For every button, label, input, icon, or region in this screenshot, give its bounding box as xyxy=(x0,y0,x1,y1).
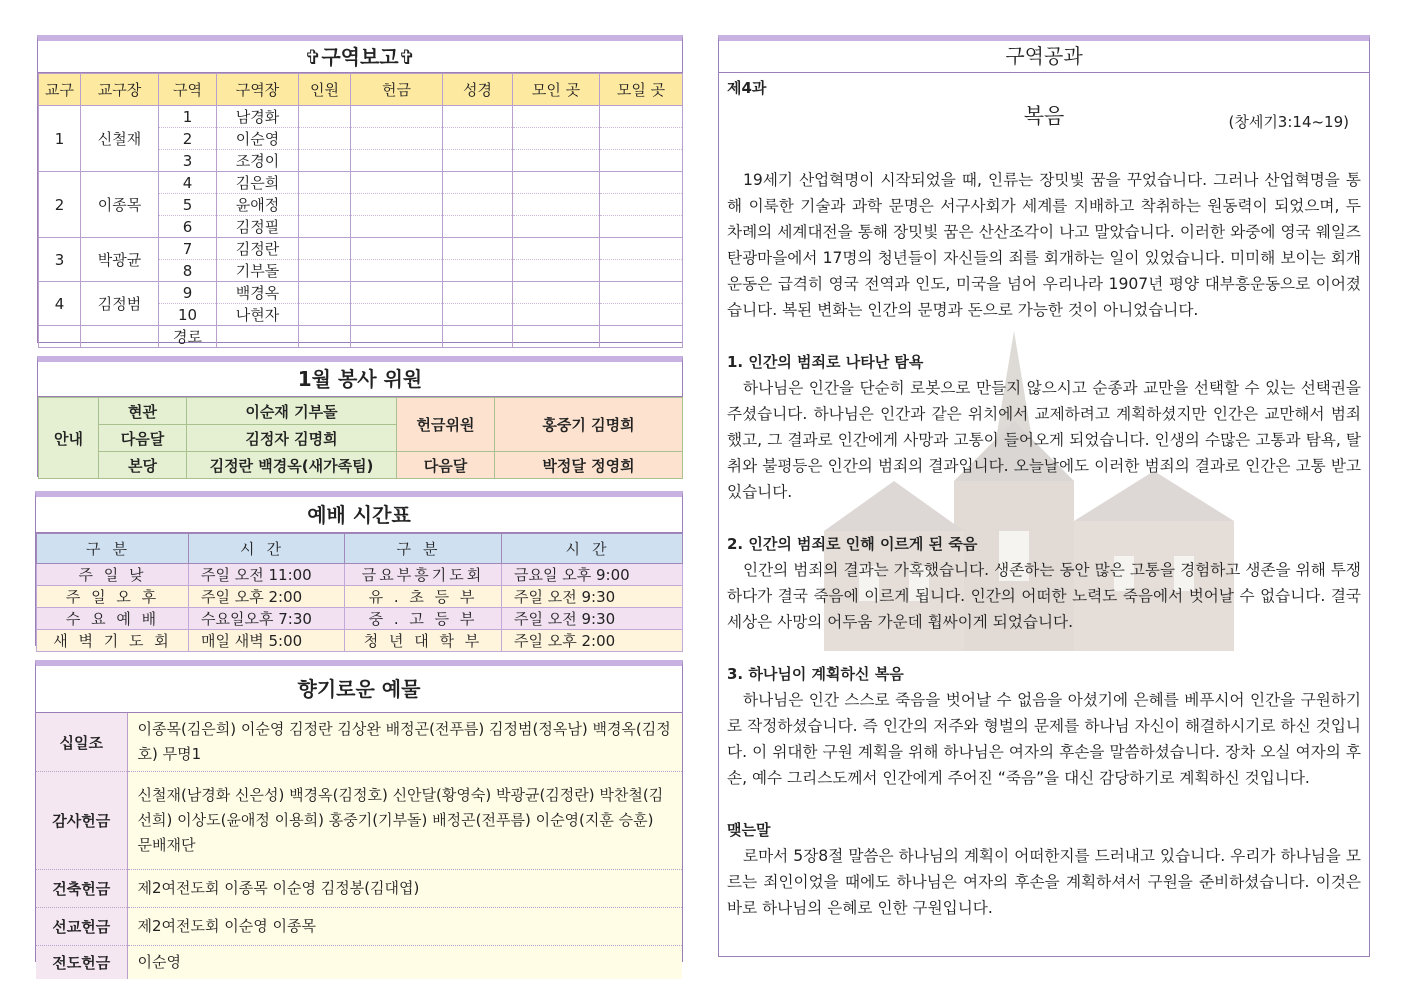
lesson-panel-title: 구역공과 xyxy=(719,41,1369,73)
header-time: 시간 xyxy=(502,534,683,564)
volunteer-names: 김정자 김명희 xyxy=(187,425,397,452)
next-place-cell[interactable] xyxy=(600,106,683,128)
parish-leader: 신철재 xyxy=(81,106,159,172)
volunteers-panel xyxy=(37,356,683,477)
table-row xyxy=(36,870,682,908)
service-name: 금요부흥기도회 xyxy=(345,564,502,586)
table-row xyxy=(36,713,682,772)
bible-cell[interactable] xyxy=(443,172,513,194)
guide-label: 안내 xyxy=(39,398,99,479)
report-header-row xyxy=(39,74,683,106)
table-row xyxy=(36,772,682,870)
met-place-cell[interactable] xyxy=(513,282,600,304)
offerings-table xyxy=(36,713,682,979)
region-report-table xyxy=(38,73,683,348)
header-zone-leader: 구역장 xyxy=(217,74,299,106)
section-title: 1. 인간의 범죄로 나타난 탐욕 xyxy=(727,353,924,371)
offering-cell[interactable] xyxy=(351,150,443,172)
bible-cell[interactable] xyxy=(443,238,513,260)
attendance-cell[interactable] xyxy=(299,172,351,194)
section-text: 하나님은 인간을 단순히 로봇으로 만들지 않으시고 순종과 교만을 선택할 수 있는 선택권을 주셨습니다. 하나님은 인간과 같은 위치에서 교제하려고 계획하셨지만 인간은 교만해서 범죄했고, 그 결과로 인간에게 사망과 고통이 들어오게 되었습니다. 인생의 수많은 고통과 탐욕, 탈취와 불평등은 인간의 범죄의 결과입니다. 오늘날에도 이러한 범죄의 결과로 인간은 고통 받고 있습니다. xyxy=(727,379,1361,501)
table-row xyxy=(39,452,683,479)
zone-number: 7 xyxy=(159,238,217,260)
met-place-cell[interactable] xyxy=(513,172,600,194)
next-place-cell[interactable] xyxy=(600,172,683,194)
header-zone: 구역 xyxy=(159,74,217,106)
lesson-content xyxy=(719,73,1369,921)
parish-number: 4 xyxy=(39,282,81,326)
offering-cell[interactable] xyxy=(351,326,443,348)
bible-cell[interactable] xyxy=(443,106,513,128)
service-time: 주일 오전 11:00 xyxy=(189,564,345,586)
next-place-cell[interactable] xyxy=(600,150,683,172)
volunteer-names: 이순재 기부돌 xyxy=(187,398,397,425)
offering-donors: 이순영 xyxy=(127,946,682,980)
zone-number: 9 xyxy=(159,282,217,304)
service-name: 유 . 초 등 부 xyxy=(345,586,502,608)
offerings-title: 향기로운 예물 xyxy=(36,666,682,713)
next-month-label: 다음달 xyxy=(397,452,495,479)
met-place-cell[interactable] xyxy=(513,106,600,128)
attendance-cell[interactable] xyxy=(299,326,351,348)
offering-cell[interactable] xyxy=(351,304,443,326)
header-parish: 교구 xyxy=(39,74,81,106)
met-place-cell[interactable] xyxy=(513,260,600,282)
volunteers-title: 1월 봉사 위원 xyxy=(38,362,682,397)
table-row xyxy=(39,238,683,260)
service-time: 주일 오후 2:00 xyxy=(189,586,345,608)
service-name: 새 벽 기 도 회 xyxy=(37,630,189,652)
table-row xyxy=(36,946,682,980)
header-division: 구분 xyxy=(345,534,502,564)
table-row xyxy=(37,564,683,586)
service-time: 매일 새벽 5:00 xyxy=(189,630,345,652)
zone-number: 1 xyxy=(159,106,217,128)
header-time: 시간 xyxy=(189,534,345,564)
worship-schedule-title: 예배 시간표 xyxy=(36,497,682,533)
service-name: 주 일 낮 xyxy=(37,564,189,586)
worship-schedule-table xyxy=(36,533,683,652)
next-place-cell[interactable] xyxy=(600,282,683,304)
next-place-cell[interactable] xyxy=(600,128,683,150)
section-title: 3. 하나님이 계획하신 복음 xyxy=(727,665,904,683)
zone-leader: 김정란 xyxy=(217,238,299,260)
service-time: 금요일 오후 9:00 xyxy=(502,564,683,586)
table-row-elder xyxy=(39,326,683,348)
header-division: 구분 xyxy=(37,534,189,564)
region-report-panel xyxy=(37,35,683,346)
met-place-cell[interactable] xyxy=(513,150,600,172)
zone-number: 4 xyxy=(159,172,217,194)
attendance-cell[interactable] xyxy=(299,128,351,150)
offering-donors: 신철재(남경화 신은성) 백경옥(김정호) 신안달(황영숙) 박광균(김정란) 박찬철(김선희) 이상도(윤애정 이용희) 홍중기(기부돌) 배정곤(전푸름) 이순영(지훈 승훈) 문배재단 xyxy=(127,772,682,870)
zone-leader: 기부돌 xyxy=(217,260,299,282)
parish-number: 2 xyxy=(39,172,81,238)
worship-header-row xyxy=(37,534,683,564)
offering-type: 감사헌금 xyxy=(36,772,127,870)
offering-type: 십일조 xyxy=(36,713,127,772)
bible-cell[interactable] xyxy=(443,326,513,348)
conclusion-text: 로마서 5장8절 말씀은 하나님의 계획이 어떠한지를 드러내고 있습니다. 우리가 하나님을 모르는 죄인이었을 때에도 하나님은 여자의 후손을 계획하셔서 구원을 준비하셨습니다. 이것은 바로 하나님의 은혜로 인한 구원입니다. xyxy=(727,847,1362,917)
parish-number: 3 xyxy=(39,238,81,282)
next-place-cell[interactable] xyxy=(600,326,683,348)
zone-number: 3 xyxy=(159,150,217,172)
elder-label: 경로 xyxy=(159,326,217,348)
table-row xyxy=(39,172,683,194)
bible-cell[interactable] xyxy=(443,304,513,326)
zone-leader: 백경옥 xyxy=(217,282,299,304)
region-report-title: ✞구역보고✞ xyxy=(38,41,682,73)
header-parish-leader: 교구장 xyxy=(81,74,159,106)
volunteer-names: 김정란 백경옥(새가족팀) xyxy=(187,452,397,479)
bible-cell[interactable] xyxy=(443,216,513,238)
table-row xyxy=(36,908,682,946)
worship-schedule-panel xyxy=(35,491,683,650)
attendance-cell[interactable] xyxy=(299,106,351,128)
service-time: 주일 오전 9:30 xyxy=(502,608,683,630)
volunteers-table xyxy=(38,397,683,479)
offerings-panel xyxy=(35,660,683,972)
zone-leader[interactable] xyxy=(217,326,299,348)
offering-cell[interactable] xyxy=(351,194,443,216)
offering-donors: 이종목(김은희) 이순영 김정란 김상완 배정곤(전푸름) 김정범(정옥남) 백경옥(김정호) 무명1 xyxy=(127,713,682,772)
offering-type: 선교헌금 xyxy=(36,908,127,946)
zone-number: 2 xyxy=(159,128,217,150)
zone-leader: 이순영 xyxy=(217,128,299,150)
bible-cell[interactable] xyxy=(443,260,513,282)
zone-leader: 남경화 xyxy=(217,106,299,128)
offering-donors: 제2여전도회 이순영 이종목 xyxy=(127,908,682,946)
parish-number: 1 xyxy=(39,106,81,172)
bible-cell[interactable] xyxy=(443,282,513,304)
attendance-cell[interactable] xyxy=(299,282,351,304)
table-row xyxy=(39,282,683,304)
attendance-cell[interactable] xyxy=(299,260,351,282)
met-place-cell[interactable] xyxy=(513,216,600,238)
service-name: 중 . 고 등 부 xyxy=(345,608,502,630)
attendance-cell[interactable] xyxy=(299,304,351,326)
offering-cell[interactable] xyxy=(351,282,443,304)
parish-leader: 김정범 xyxy=(81,282,159,326)
offering-cell[interactable] xyxy=(351,216,443,238)
zone-leader: 김은희 xyxy=(217,172,299,194)
offering-type: 건축헌금 xyxy=(36,870,127,908)
volunteer-place: 다음달 xyxy=(99,425,187,452)
met-place-cell[interactable] xyxy=(513,326,600,348)
offering-cell[interactable] xyxy=(351,128,443,150)
attendance-cell[interactable] xyxy=(299,150,351,172)
bible-cell[interactable] xyxy=(443,194,513,216)
header-attendance: 인원 xyxy=(299,74,351,106)
met-place-cell[interactable] xyxy=(513,304,600,326)
section-text: 하나님은 인간 스스로 죽음을 벗어날 수 없음을 아셨기에 은혜를 베푸시어 인간을 구원하기로 작정하셨습니다. 즉 인간의 저주와 형벌의 문제를 하나님 자신이 해결하시기로 하신 것입니다. 이 위대한 구원 계획을 위해 하나님은 여자의 후손을 말씀하셨습니다. 장차 오실 여자의 후손, 예수 그리스도께서 인간에게 주어진 “죽음”을 대신 감당하기로 계획하신 것입니다. xyxy=(727,691,1361,787)
offering-donors: 제2여전도회 이종목 이순영 김정봉(김대엽) xyxy=(127,870,682,908)
table-row xyxy=(37,608,683,630)
attendance-cell[interactable] xyxy=(299,238,351,260)
section-title: 2. 인간의 범죄로 인해 이르게 된 죽음 xyxy=(727,535,978,553)
next-place-cell[interactable] xyxy=(600,260,683,282)
zone-leader: 윤애정 xyxy=(217,194,299,216)
bible-cell[interactable] xyxy=(443,128,513,150)
offering-committee-names: 홍중기 김명희 xyxy=(495,398,683,452)
zone-number: 6 xyxy=(159,216,217,238)
lesson-title: 복음 xyxy=(1023,104,1065,128)
zone-leader: 김정필 xyxy=(217,216,299,238)
offering-committee-label: 헌금위원 xyxy=(397,398,495,452)
next-month-names: 박정달 정영희 xyxy=(495,452,683,479)
met-place-cell[interactable] xyxy=(513,194,600,216)
service-time: 주일 오전 9:30 xyxy=(502,586,683,608)
header-next-place: 모일 곳 xyxy=(600,74,683,106)
offering-cell[interactable] xyxy=(351,260,443,282)
next-place-cell[interactable] xyxy=(600,216,683,238)
offering-type: 전도헌금 xyxy=(36,946,127,980)
scripture-reference: (창세기3:14~19) xyxy=(1228,113,1349,131)
service-name: 수 요 예 배 xyxy=(37,608,189,630)
offering-cell[interactable] xyxy=(351,172,443,194)
parish-leader: 박광균 xyxy=(81,238,159,282)
service-time: 주일 오후 2:00 xyxy=(502,630,683,652)
met-place-cell[interactable] xyxy=(513,128,600,150)
offering-cell[interactable] xyxy=(351,238,443,260)
header-bible: 성경 xyxy=(443,74,513,106)
offering-cell[interactable] xyxy=(351,106,443,128)
service-name: 주 일 오 후 xyxy=(37,586,189,608)
attendance-cell[interactable] xyxy=(299,216,351,238)
parish-leader: 이종목 xyxy=(81,172,159,238)
next-place-cell[interactable] xyxy=(600,194,683,216)
lesson-number: 제4과 xyxy=(727,79,767,97)
header-offering: 헌금 xyxy=(351,74,443,106)
conclusion-title: 맺는말 xyxy=(727,821,771,839)
service-time: 수요일오후 7:30 xyxy=(189,608,345,630)
table-row xyxy=(39,106,683,128)
lesson-intro: 19세기 산업혁명이 시작되었을 때, 인류는 장밋빛 꿈을 꾸었습니다. 그러나 산업혁명을 통해 이룩한 기술과 과학 문명은 서구사회가 세계를 지배하고 착취하는 원동력이 되었으며, 두 차례의 세계대전을 통해 장밋빛 꿈은 산산조각이 나고 말았습니다. 이러한 와중에 영국 웨일즈 탄광마을에서 17명의 청년들이 자신들의 죄를 회개하는 일이 있었습니다. 미미해 보이는 회개운동은 급격히 영국 전역과 인도, 미국을 넘어 우리나라 1907년 평양 대부흥운동으로 이어졌습니다. 복된 변화는 인간의 문명과 돈으로 가능한 것이 아니었습니다. xyxy=(727,171,1361,319)
next-place-cell[interactable] xyxy=(600,304,683,326)
zone-leader: 나현자 xyxy=(217,304,299,326)
next-place-cell[interactable] xyxy=(600,238,683,260)
zone-leader: 조경이 xyxy=(217,150,299,172)
header-met-place: 모인 곳 xyxy=(513,74,600,106)
volunteer-place: 본당 xyxy=(99,452,187,479)
service-name: 청 년 대 학 부 xyxy=(345,630,502,652)
table-row xyxy=(39,398,683,425)
bible-cell[interactable] xyxy=(443,150,513,172)
zone-number: 8 xyxy=(159,260,217,282)
zone-number: 5 xyxy=(159,194,217,216)
section-text: 인간의 범죄의 결과는 가혹했습니다. 생존하는 동안 많은 고통을 경험하고 생존을 위해 투쟁하다가 결국 죽음에 이르게 됩니다. 인간의 어떠한 노력도 죽음에서 벗어날 수 없습니다. 결국 세상은 사망의 어두움 가운데 휩싸이게 되었습니다. xyxy=(727,561,1361,631)
volunteer-place: 현관 xyxy=(99,398,187,425)
table-row xyxy=(37,630,683,652)
zone-number: 10 xyxy=(159,304,217,326)
attendance-cell[interactable] xyxy=(299,194,351,216)
table-row xyxy=(37,586,683,608)
lesson-panel xyxy=(718,35,1370,957)
met-place-cell[interactable] xyxy=(513,238,600,260)
